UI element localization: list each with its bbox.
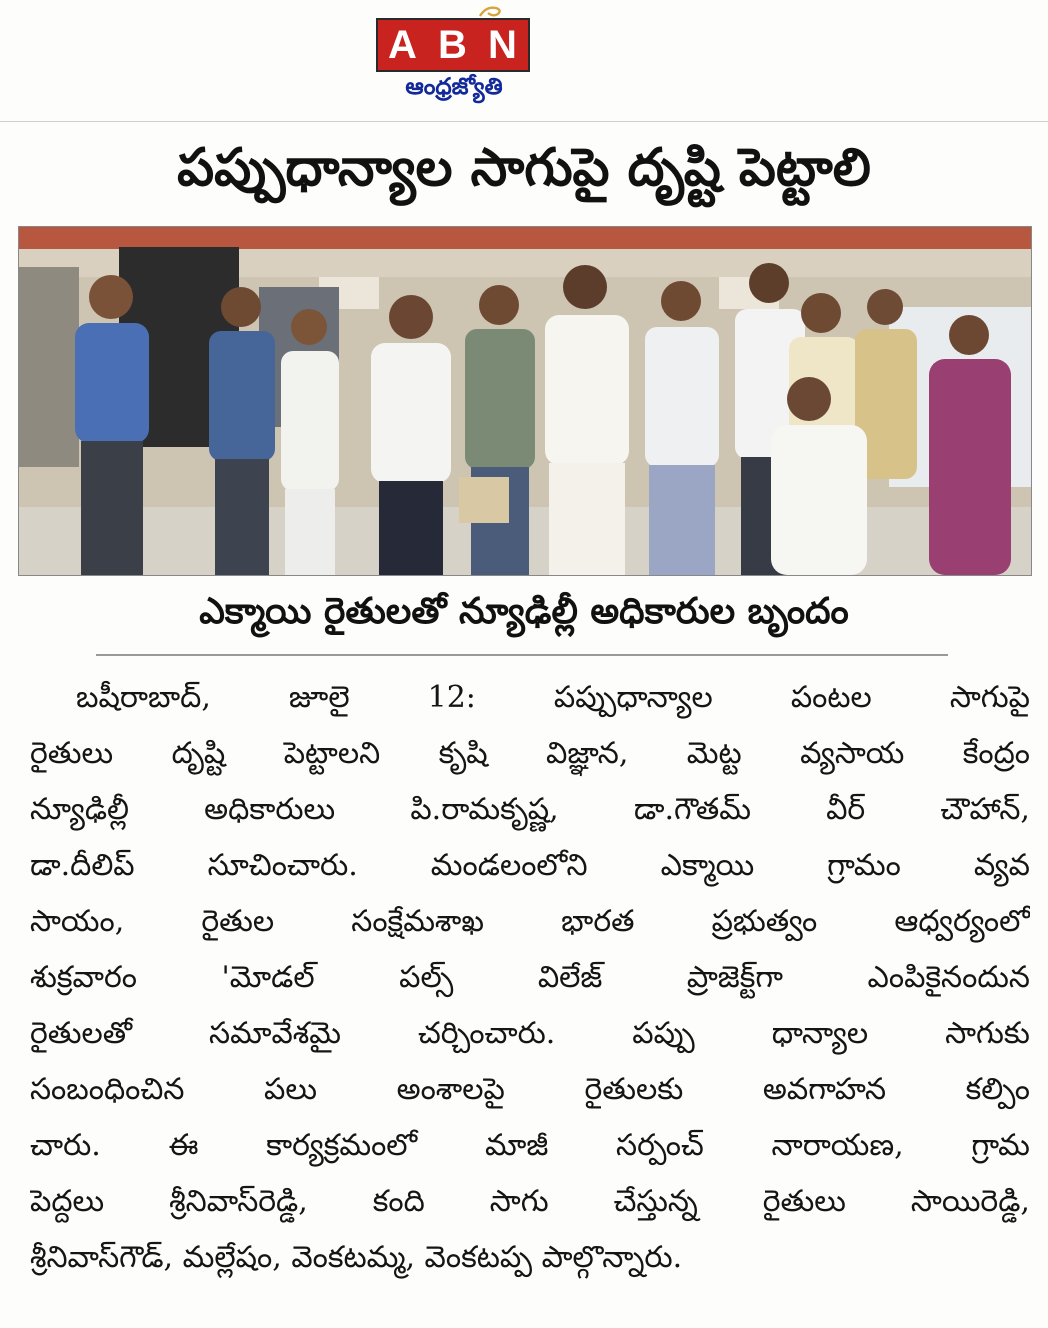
article-word: పలు <box>264 1072 317 1107</box>
article-word: కల్పిం <box>965 1072 1030 1107</box>
article-word: మండలంలోని <box>430 848 588 883</box>
photo-caption: ఎక్మాయి రైతులతో న్యూఢిల్లీ అధికారుల బృందం <box>199 591 849 632</box>
article-word: భారత <box>561 904 635 939</box>
article-word: శ్రీనివాస్‌రెడ్డి, <box>169 1184 308 1219</box>
article-word: కార్యక్రమంలో <box>266 1128 418 1163</box>
article-word: ఆధ్వర్యంలో <box>894 904 1030 939</box>
article-word: ధాన్యాల <box>771 1016 869 1051</box>
article-word: జూలై <box>288 680 350 715</box>
article-word: పెద్దలు <box>30 1184 105 1219</box>
abn-andhrajyothy-logo <box>376 4 532 108</box>
article-word: రైతులు <box>30 736 114 771</box>
article-word: వ్యవ <box>973 848 1030 883</box>
article-line <box>30 670 1030 726</box>
article-word: 12: <box>427 680 476 715</box>
article-word: సమావేశమై <box>209 1016 342 1051</box>
article-line <box>30 894 1030 950</box>
article-word: సూచించారు. <box>207 848 358 883</box>
article-word: సాయం, <box>30 904 125 939</box>
article-word: సాగుకు <box>945 1016 1030 1051</box>
logo-subtitle: ఆంధ్రజ్యోతి <box>405 74 503 100</box>
article-word: ప్రభుత్వం <box>711 904 818 939</box>
article-word: ఎక్మాయి <box>660 848 755 883</box>
logo-letter-a: A <box>388 23 418 67</box>
group-photo-icon <box>19 227 1031 575</box>
logo-letter-n: N <box>488 23 518 67</box>
article-word: పల్స్ <box>399 960 454 995</box>
article-line <box>30 1062 1030 1118</box>
article-word: పంటల <box>790 680 872 715</box>
article-word: పప్పు <box>632 1016 695 1051</box>
logo-swirl-icon <box>478 4 504 18</box>
article-word: సాగు <box>489 1184 549 1219</box>
article-line <box>30 1230 1030 1286</box>
article-line <box>30 950 1030 1006</box>
article-word: సర్పంచ్ <box>616 1128 704 1163</box>
article-headline: పప్పుధాన్యాల సాగుపై దృష్టి పెట్టాలి <box>177 138 871 198</box>
article-line <box>30 1118 1030 1174</box>
article-word: రైతులకు <box>584 1072 684 1107</box>
article-word: కృషి <box>438 736 488 771</box>
article-body <box>30 670 1030 1286</box>
article-word: విలేజ్ <box>537 960 603 995</box>
article-word: వీర్ <box>826 792 866 827</box>
article-word: పెట్టాలని <box>283 736 381 771</box>
article-word: డా.దీలిప్ <box>30 848 135 883</box>
header-divider <box>0 121 1048 122</box>
article-line <box>30 1174 1030 1230</box>
article-word: చేస్తున్న <box>613 1184 698 1219</box>
article-word: చర్చించారు. <box>417 1016 556 1051</box>
article-word: సంక్షేమశాఖ <box>351 904 485 939</box>
article-word: రైతులతో <box>30 1016 133 1051</box>
caption-divider <box>96 654 948 656</box>
article-word: సాగుపై <box>949 680 1030 715</box>
article-word: ఈ <box>168 1128 199 1163</box>
article-word: న్యూఢిల్లీ <box>30 792 130 827</box>
article-word: సంబంధించిన <box>30 1072 185 1107</box>
article-word: గ్రామ <box>971 1128 1030 1163</box>
article-word: శుక్రవారం <box>30 960 137 995</box>
article-word: 'మోడల్ <box>221 960 315 995</box>
article-word: చౌహాన్, <box>940 792 1030 827</box>
article-line-text: శ్రీనివాస్‌గౌడ్, మల్లేషం, వెంకటమ్మ, వెంకటప్ప పాల్గొన్నారు. <box>30 1240 683 1275</box>
article-line <box>30 782 1030 838</box>
article-line <box>30 1006 1030 1062</box>
logo-letter-b: B <box>438 23 468 67</box>
article-word: బషీరాబాద్, <box>76 680 211 715</box>
article-word: వ్యసాయ <box>800 736 905 771</box>
article-word: అంశాలపై <box>396 1072 505 1107</box>
article-word: కంది <box>372 1184 425 1219</box>
article-word: సాయిరెడ్డి, <box>910 1184 1030 1219</box>
article-line <box>30 838 1030 894</box>
article-word: నారాయణ, <box>771 1128 904 1163</box>
article-word: ప్రాజెక్ట్‌గా <box>686 960 784 995</box>
article-line <box>30 726 1030 782</box>
article-word: గ్రామం <box>827 848 901 883</box>
article-word: అవగాహన <box>762 1072 887 1107</box>
logo-abn-box <box>376 18 530 72</box>
article-word: మాజీ <box>484 1128 549 1163</box>
article-word: డా.గౌతమ్ <box>633 792 751 827</box>
article-word: అధికారులు <box>204 792 336 827</box>
article-word: దృష్టి <box>171 736 226 771</box>
article-word: రైతులు <box>762 1184 846 1219</box>
article-word: పి.రామకృష్ణ, <box>410 792 559 827</box>
article-word: చారు. <box>30 1128 101 1163</box>
article-word: మెట్ట <box>686 736 742 771</box>
news-photo <box>18 226 1032 576</box>
article-word: రైతుల <box>201 904 275 939</box>
article-word: ఎంపికైనందున <box>867 960 1030 995</box>
article-word: పప్పుధాన్యాల <box>553 680 713 715</box>
article-word: కేంద్రం <box>962 736 1030 771</box>
article-word: విజ్ఞాన, <box>546 736 629 771</box>
